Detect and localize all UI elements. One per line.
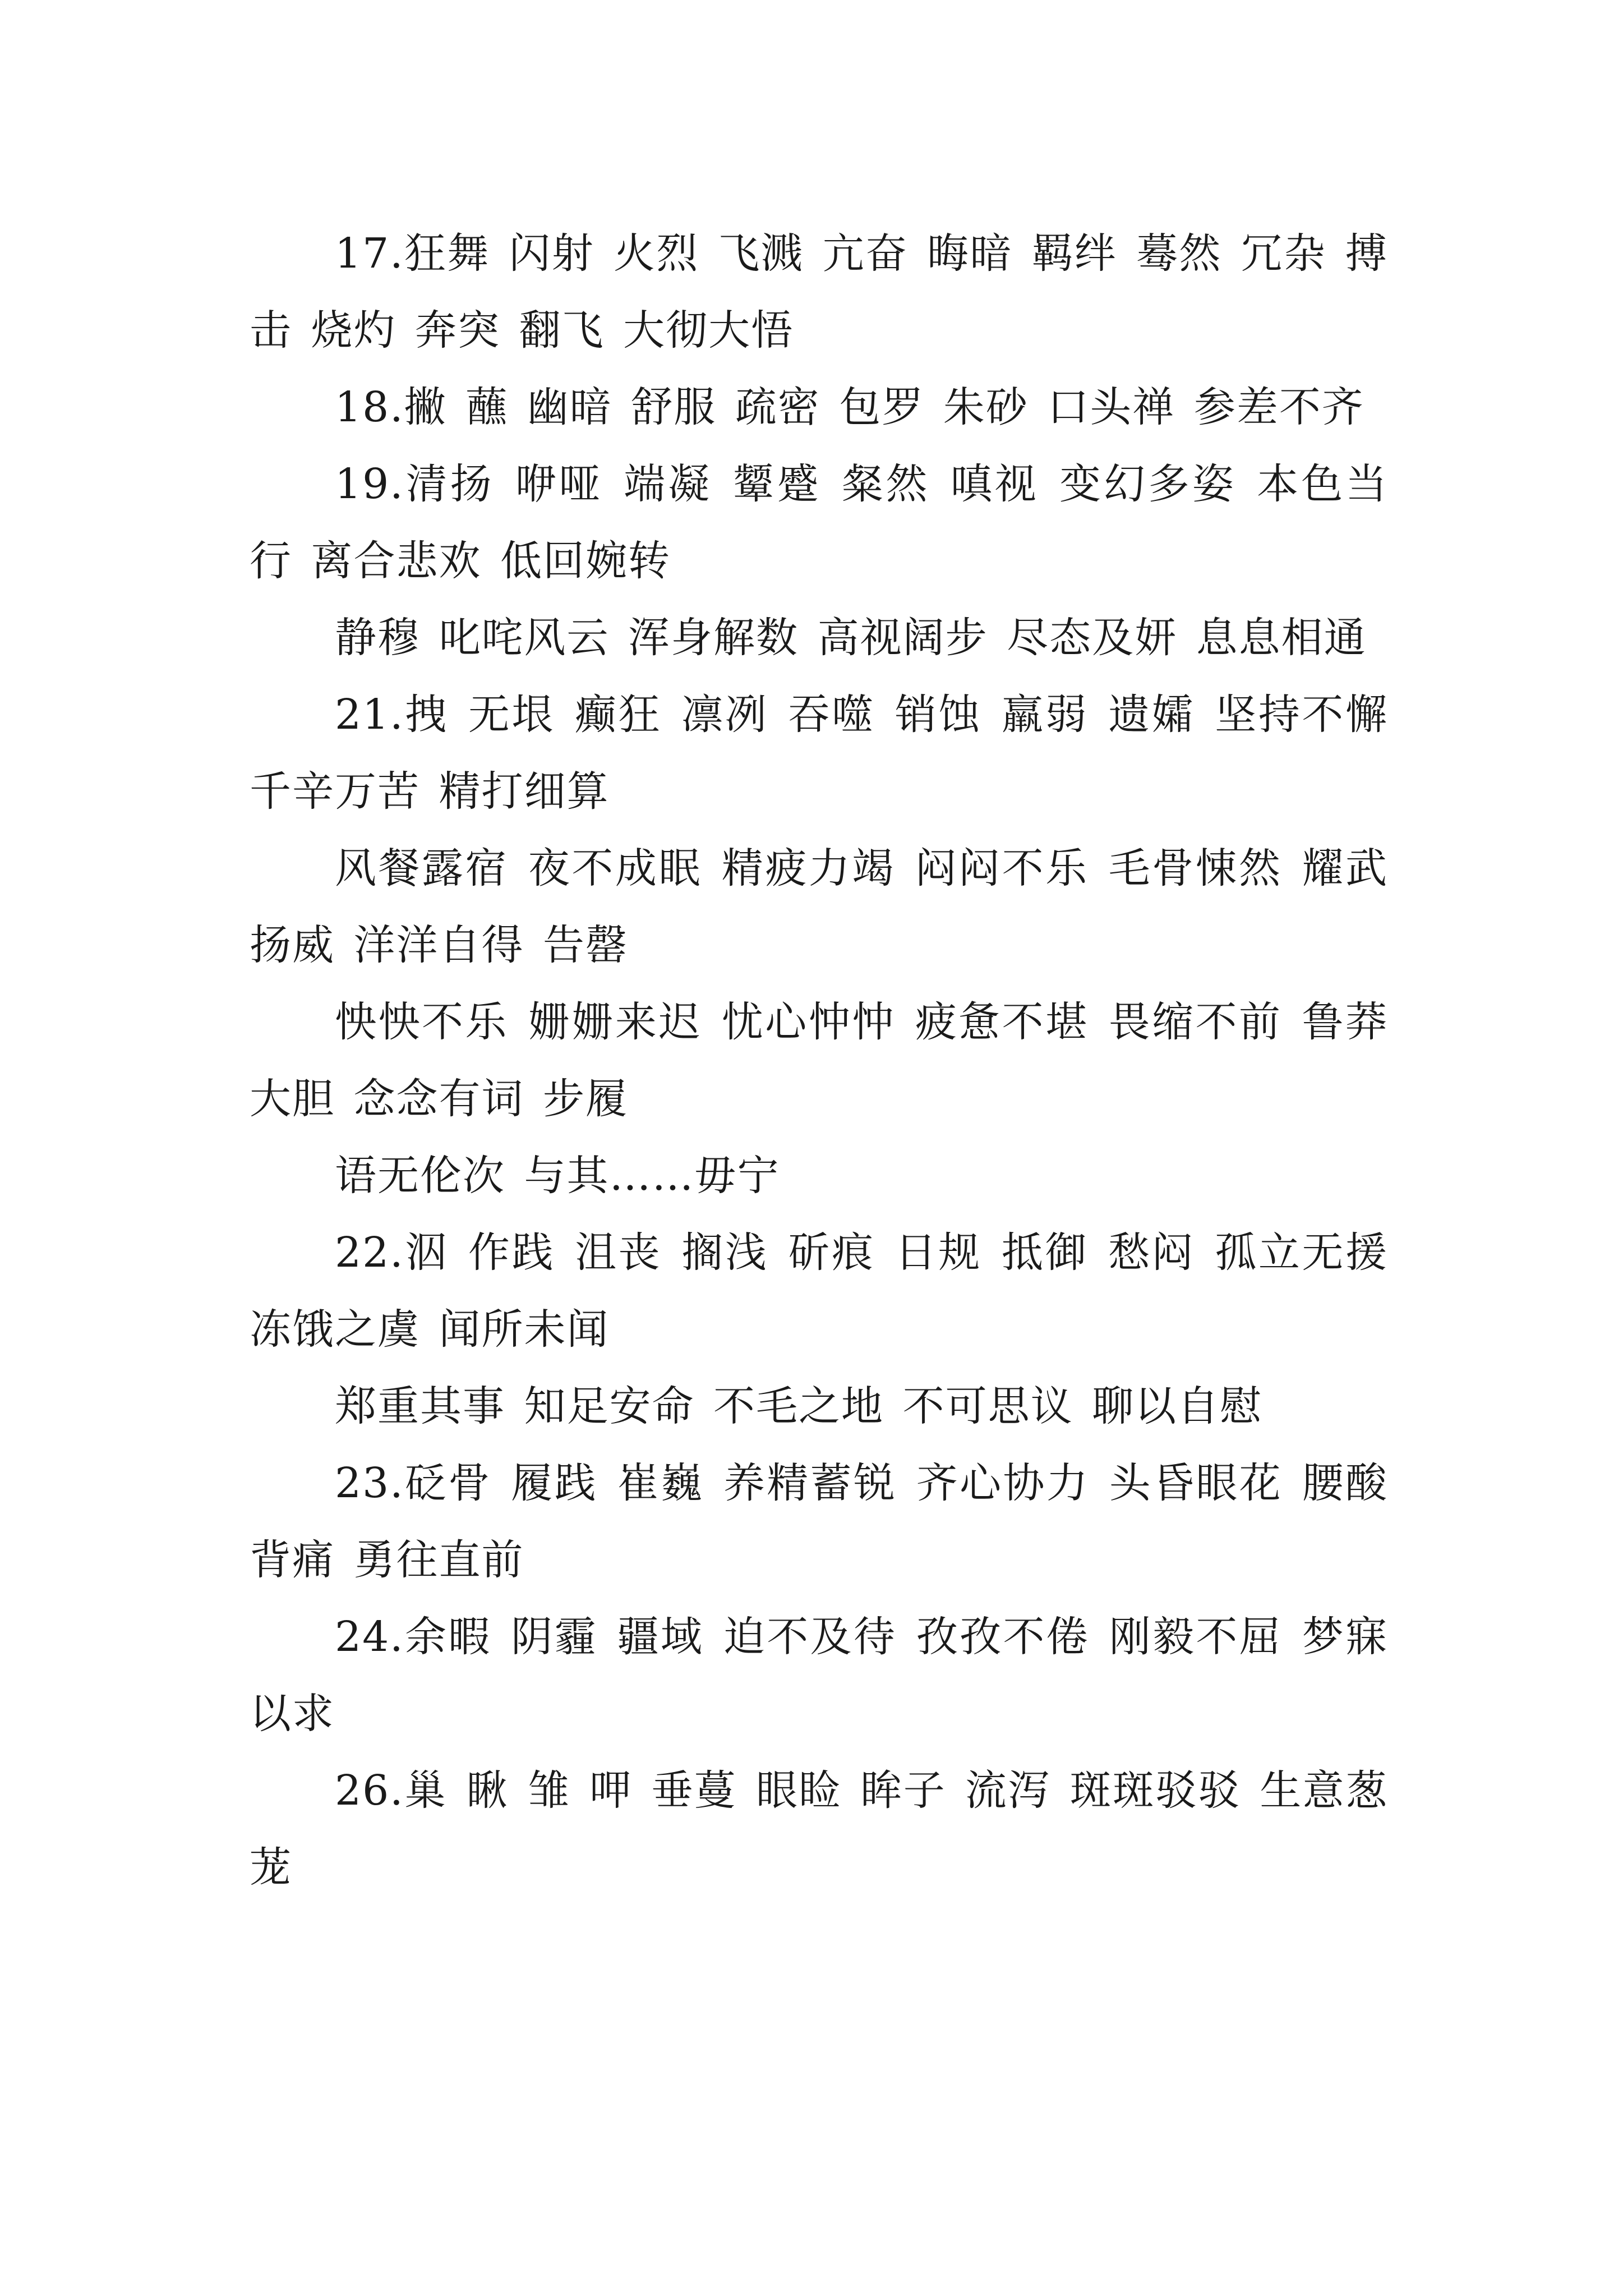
paragraph-22: 22.泅 作践 沮丧 搁浅 斫痕 日规 抵御 愁闷 孤立无援 冻饿之虞 闻所未闻 [250, 1228, 1388, 1354]
paragraph-24: 24.余暇 阴霾 疆域 迫不及待 孜孜不倦 刚毅不屈 梦寐以求 [250, 1613, 1388, 1738]
vocabulary-list [250, 215, 1388, 1906]
paragraph-17: 17.狂舞 闪射 火烈 飞溅 亢奋 晦暗 羁绊 蓦然 冗杂 搏击 烧灼 奔突 翻飞 大彻大悟 [250, 229, 1388, 355]
paragraph-21-continued-2: 怏怏不乐 姗姗来迟 忧心忡忡 疲惫不堪 畏缩不前 鲁莽大胆 念念有词 步履 [250, 998, 1388, 1123]
paragraph-22-continued: 郑重其事 知足安命 不毛之地 不可思议 聊以自慰 [335, 1382, 1263, 1430]
paragraph-21-continued-1: 风餐露宿 夜不成眠 精疲力竭 闷闷不乐 毛骨悚然 耀武扬威 洋洋自得 告罄 [250, 844, 1388, 969]
paragraph-21-continued-3: 语无伦次 与其……毋宁 [335, 1152, 780, 1200]
paragraph-23: 23.砭骨 履践 崔巍 养精蓄锐 齐心协力 头昏眼花 腰酸背痛 勇往直前 [250, 1459, 1388, 1584]
paragraph-21: 21.拽 无垠 癫狂 凛冽 吞噬 销蚀 羸弱 遗孀 坚持不懈 千辛万苦 精打细算 [250, 691, 1388, 816]
paragraph-19: 19.清扬 咿哑 端凝 颦蹙 粲然 嗔视 变幻多姿 本色当行 离合悲欢 低回婉转 [250, 460, 1388, 585]
paragraph-26: 26.巢 瞅 雏 呷 垂蔓 眼睑 眸子 流泻 斑斑驳驳 生意葱茏 [250, 1766, 1388, 1892]
paragraph-18: 18.撇 蘸 幽暗 舒服 疏密 包罗 朱砂 口头禅 参差不齐 [335, 383, 1364, 431]
paragraph-19-continued: 静穆 叱咤风云 浑身解数 高视阔步 尽态及妍 息息相通 [335, 614, 1367, 662]
